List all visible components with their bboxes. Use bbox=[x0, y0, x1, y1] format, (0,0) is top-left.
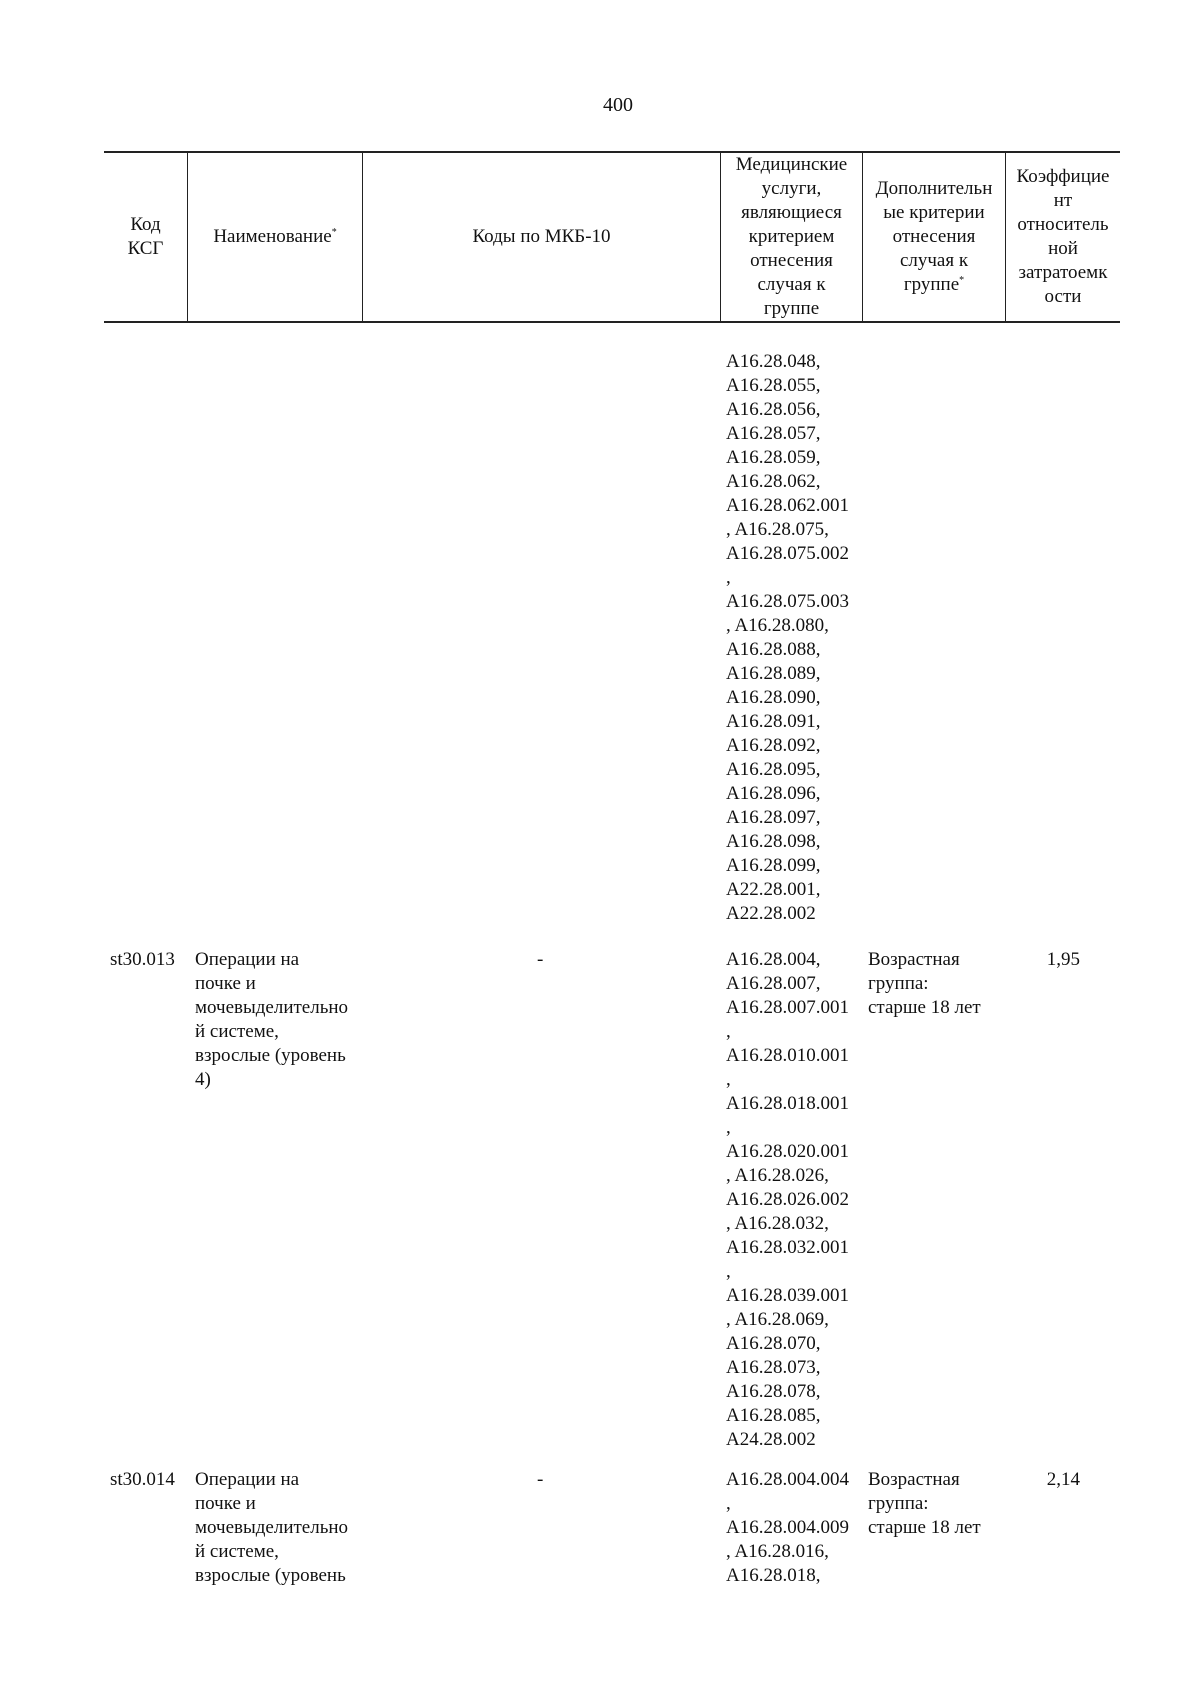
text-line: группа: bbox=[868, 973, 929, 994]
text-line: A16.28.004.009 bbox=[726, 1517, 849, 1538]
header-name: Наименование* bbox=[213, 226, 337, 247]
text-line: группа: bbox=[868, 1493, 929, 1514]
header-services bbox=[721, 152, 862, 322]
text-line: A16.28.057, bbox=[726, 423, 821, 444]
text-line: A16.28.088, bbox=[726, 639, 821, 660]
text-line: мочевыделительно bbox=[195, 1517, 349, 1538]
text-line: A16.28.048, bbox=[726, 351, 821, 372]
header-code bbox=[104, 152, 187, 322]
text-line: A16.28.062.001 bbox=[726, 495, 849, 516]
row-name bbox=[195, 948, 348, 1092]
text-line: почке и bbox=[195, 1493, 256, 1514]
text-line: A16.28.026.002 bbox=[726, 1189, 849, 1210]
text-line: , bbox=[726, 1261, 731, 1282]
text-line: A16.28.075.003 bbox=[726, 591, 849, 612]
text-line: старше 18 лет bbox=[868, 1517, 981, 1538]
text-line: A16.28.056, bbox=[726, 399, 821, 420]
row-mkb: - bbox=[537, 949, 544, 970]
text-line: , bbox=[726, 1069, 731, 1090]
header-mkb: Коды по МКБ-10 bbox=[472, 226, 611, 247]
text-line: , bbox=[726, 1021, 731, 1042]
text-line: ые критерии bbox=[883, 202, 985, 223]
text-line: A16.28.010.001 bbox=[726, 1045, 849, 1066]
text-line: Операции на bbox=[195, 1469, 300, 1490]
text-line: A16.28.004, bbox=[726, 949, 821, 970]
text-line: Код bbox=[130, 214, 161, 235]
text-line: A16.28.078, bbox=[726, 1381, 821, 1402]
text-line: A16.28.090, bbox=[726, 687, 821, 708]
text-line: A24.28.002 bbox=[726, 1429, 816, 1450]
row-services bbox=[726, 948, 849, 1452]
text-line: являющиеся bbox=[741, 202, 842, 223]
text-line: Коэффицие bbox=[1016, 166, 1110, 187]
header-extra-criteria bbox=[863, 152, 1005, 322]
text-line: старше 18 лет bbox=[868, 997, 981, 1018]
text-line: Дополнительн bbox=[875, 178, 993, 199]
text-line: A16.28.020.001 bbox=[726, 1141, 849, 1162]
text-line: A16.28.007.001 bbox=[726, 997, 849, 1018]
text-line: A16.28.073, bbox=[726, 1357, 821, 1378]
text-line: , A16.28.016, bbox=[726, 1541, 829, 1562]
text-line: A16.28.092, bbox=[726, 735, 821, 756]
text-line: критерием bbox=[748, 226, 835, 247]
text-line: , bbox=[726, 1117, 731, 1138]
text-line: 4) bbox=[195, 1069, 211, 1090]
text-line: A16.28.055, bbox=[726, 375, 821, 396]
text-line: Операции на bbox=[195, 949, 300, 970]
text-line: Возрастная bbox=[868, 1469, 960, 1490]
text-line: , A16.28.069, bbox=[726, 1309, 829, 1330]
text-line: A16.28.018.001 bbox=[726, 1093, 849, 1114]
text-line: A16.28.097, bbox=[726, 807, 821, 828]
text-line: A16.28.075.002 bbox=[726, 543, 849, 564]
row-mkb: - bbox=[537, 1469, 544, 1490]
text-line: A16.28.007, bbox=[726, 973, 821, 994]
text-line: A16.28.059, bbox=[726, 447, 821, 468]
text-line: случая к bbox=[757, 274, 826, 295]
text-line: A16.28.085, bbox=[726, 1405, 821, 1426]
row-services bbox=[726, 1468, 849, 1588]
text-line: A16.28.091, bbox=[726, 711, 821, 732]
text-line: A16.28.095, bbox=[726, 759, 821, 780]
text-line: затратоемк bbox=[1018, 262, 1108, 283]
text-line: группе bbox=[763, 298, 820, 319]
text-line: й системе, bbox=[195, 1541, 279, 1562]
text-line: й системе, bbox=[195, 1021, 279, 1042]
text-line: A16.28.018, bbox=[726, 1565, 821, 1586]
text-line: взрослые (уровень bbox=[195, 1045, 346, 1066]
row-extra-criteria bbox=[868, 948, 981, 1020]
text-line: почке и bbox=[195, 973, 256, 994]
footnote-mark: * bbox=[959, 275, 965, 286]
text-line: КСГ bbox=[127, 238, 164, 259]
page-number: 400 bbox=[603, 94, 633, 116]
text-line: нт bbox=[1053, 190, 1073, 211]
text-line: ости bbox=[1044, 286, 1082, 307]
text-line: относитель bbox=[1017, 214, 1109, 235]
text-line: A16.28.062, bbox=[726, 471, 821, 492]
text-line: A16.28.032.001 bbox=[726, 1237, 849, 1258]
row-extra-criteria bbox=[868, 1468, 981, 1540]
text-line: , A16.28.080, bbox=[726, 615, 829, 636]
text-line: Медицинские bbox=[735, 154, 848, 175]
row-coefficient: 1,95 bbox=[1046, 949, 1080, 970]
text-line: группе* bbox=[903, 274, 965, 295]
text-line: мочевыделительно bbox=[195, 997, 349, 1018]
text-line: A16.28.099, bbox=[726, 855, 821, 876]
text-line: случая к bbox=[899, 250, 969, 271]
row-code: st30.013 bbox=[110, 949, 175, 970]
text-line: A16.28.096, bbox=[726, 783, 821, 804]
header-coefficient bbox=[1006, 152, 1120, 322]
text-line: отнесения bbox=[750, 250, 833, 271]
footnote-mark: * bbox=[331, 227, 337, 238]
text-line: A16.28.039.001 bbox=[726, 1285, 849, 1306]
text-line: A16.28.070, bbox=[726, 1333, 821, 1354]
text-line: услуги, bbox=[761, 178, 822, 199]
text-line: A16.28.004.004 bbox=[726, 1469, 849, 1490]
text-line: ной bbox=[1048, 238, 1078, 259]
text-line: взрослые (уровень bbox=[195, 1565, 346, 1586]
text-line: , bbox=[726, 1493, 731, 1514]
text-line: A16.28.089, bbox=[726, 663, 821, 684]
row-name bbox=[195, 1468, 348, 1588]
text-line: , A16.28.026, bbox=[726, 1165, 829, 1186]
text-line: A22.28.002 bbox=[726, 903, 816, 924]
row-code: st30.014 bbox=[110, 1469, 175, 1490]
text-line: отнесения bbox=[892, 226, 976, 247]
text-line: A22.28.001, bbox=[726, 879, 821, 900]
text-line: , A16.28.075, bbox=[726, 519, 829, 540]
text-line: A16.28.098, bbox=[726, 831, 821, 852]
continuation-services bbox=[726, 350, 849, 926]
text-line: Возрастная bbox=[868, 949, 960, 970]
row-coefficient: 2,14 bbox=[1046, 1469, 1080, 1490]
text-line: , bbox=[726, 567, 731, 588]
text-line: , A16.28.032, bbox=[726, 1213, 829, 1234]
